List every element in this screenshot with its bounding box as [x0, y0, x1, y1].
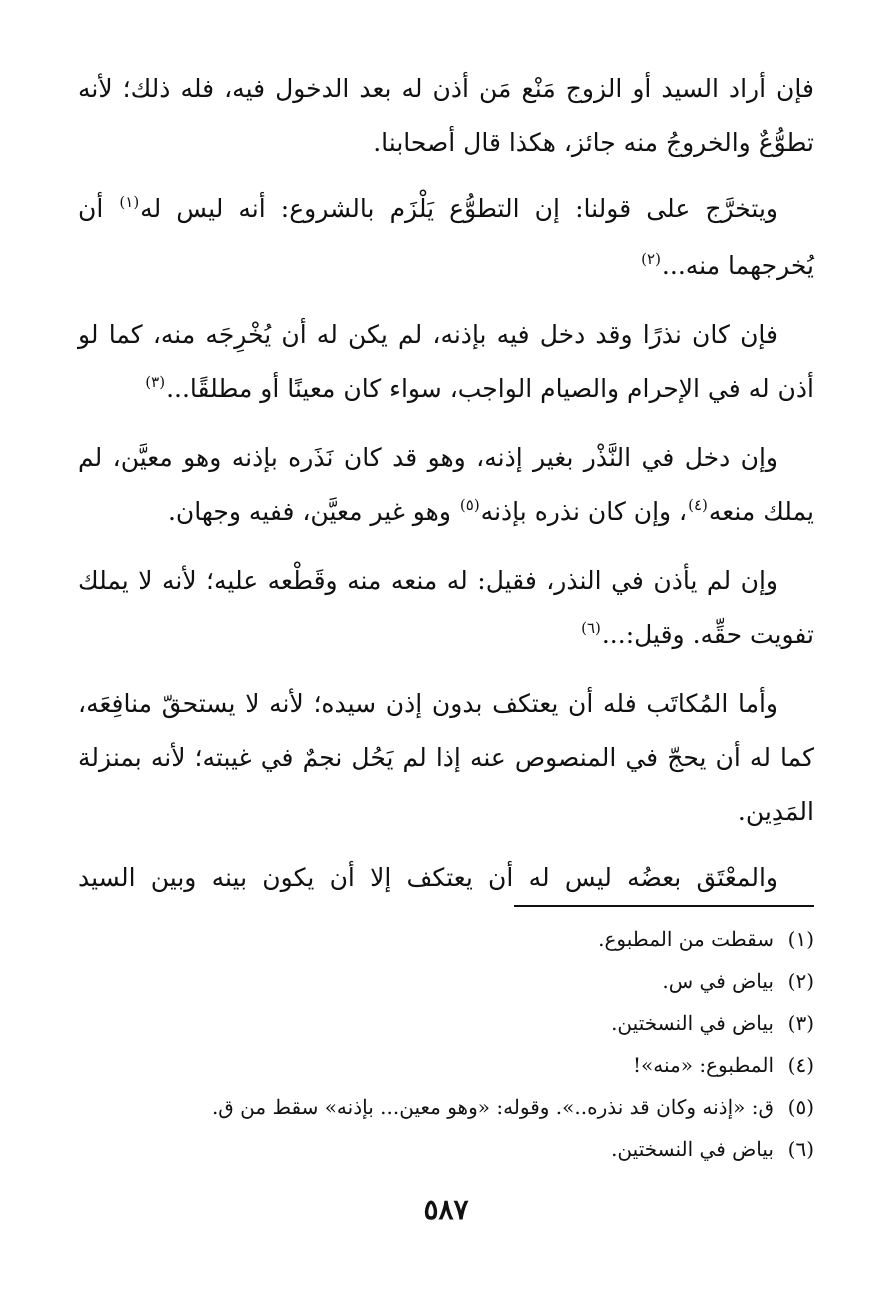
- footnote-text: بياض في النسختين.: [611, 1137, 774, 1161]
- paragraph-text: ، وإن كان نذره بإذنه: [480, 497, 688, 526]
- footnote-number: (٤): [787, 1053, 814, 1077]
- footnote-number: (٦): [787, 1137, 814, 1161]
- footnote: [78, 1044, 814, 1086]
- footnote-number: (١): [787, 927, 814, 951]
- paragraph-text: فإن كان نذرًا وقد دخل فيه بإذنه، لم يكن له أن يُخْرِجَه منه، كما لو أذن له في الإحرام والصيام الواجب، سواء كان معينًا أو مطلقًا...: [78, 320, 814, 403]
- paragraph: [78, 851, 814, 905]
- footnote-number: (٢): [787, 969, 814, 993]
- footnote-text: بياض في النسختين.: [611, 1011, 774, 1035]
- paragraph: [78, 182, 814, 296]
- footnote: [78, 1086, 814, 1128]
- footnote-reference: (٦): [581, 619, 601, 637]
- footnote: [78, 918, 814, 960]
- paragraph: [78, 62, 814, 170]
- footnote-number: (٣): [787, 1011, 814, 1035]
- footnotes: [78, 918, 814, 1170]
- footnote-reference: (١): [119, 193, 140, 211]
- footnote: [78, 1128, 814, 1170]
- paragraph-text: وإن لم يأذن في النذر، فقيل: له منعه منه وقَطْعه عليه؛ لأنه لا يملك تفويت حقِّه. وقيل:...: [78, 566, 814, 649]
- footnote-reference: (٥): [459, 496, 480, 514]
- paragraph-text: وأما المُكاتَب فله أن يعتكف بدون إذن سيده؛ لأنه لا يستحقّ منافِعَه، كما له أن يحجّ في المنصوص عنه إذا لم يَحُل نجمٌ في غيبته؛ لأنه بمنزلة المَدِين.: [78, 689, 814, 826]
- paragraph: [78, 431, 814, 542]
- paragraph: [78, 554, 814, 665]
- footnote-separator: [514, 905, 814, 907]
- paragraph-text: وهو غير معيَّن، ففيه وجهان.: [167, 497, 459, 526]
- paragraph-text: ويتخرَّج على قولنا: إن التطوُّع يَلْزَم بالشروع: أنه ليس له: [140, 194, 778, 223]
- footnote: [78, 960, 814, 1002]
- footnote: [78, 1002, 814, 1044]
- paragraph: [78, 308, 814, 419]
- paragraph-text: أن يُخرجهما منه...: [78, 194, 814, 280]
- body-text: [78, 62, 814, 917]
- paragraph-text: والمعْتَق بعضُه ليس له أن يعتكف إلا أن يكون بينه وبين السيد: [78, 863, 778, 892]
- page-number: ٥٨٧: [423, 1193, 469, 1226]
- paragraph-text: وإن دخل في النَّذْر بغير إذنه، وهو قد كان نَذَره بإذنه وهو معيَّن، لم يملك منعه: [78, 443, 814, 526]
- footnote-text: سقطت من المطبوع.: [598, 927, 774, 951]
- footnote-reference: (٤): [688, 496, 708, 514]
- footnote-text: المطبوع: «منه»!: [633, 1053, 774, 1077]
- footnote-text: بياض في س.: [662, 969, 774, 993]
- paragraph: [78, 677, 814, 839]
- footnote-reference: (٣): [145, 373, 166, 391]
- paragraph-text: فإن أراد السيد أو الزوج مَنْع مَن أذن له بعد الدخول فيه، فله ذلك؛ لأنه تطوُّعٌ والخروجُ منه جائز، هكذا قال أصحابنا.: [78, 74, 814, 157]
- footnote-text: ق: «إذنه وكان قد نذره..». وقوله: «وهو معين... بإذنه» سقط من ق.: [211, 1095, 774, 1119]
- footnote-number: (٥): [787, 1095, 814, 1119]
- footnote-reference: (٢): [641, 250, 661, 268]
